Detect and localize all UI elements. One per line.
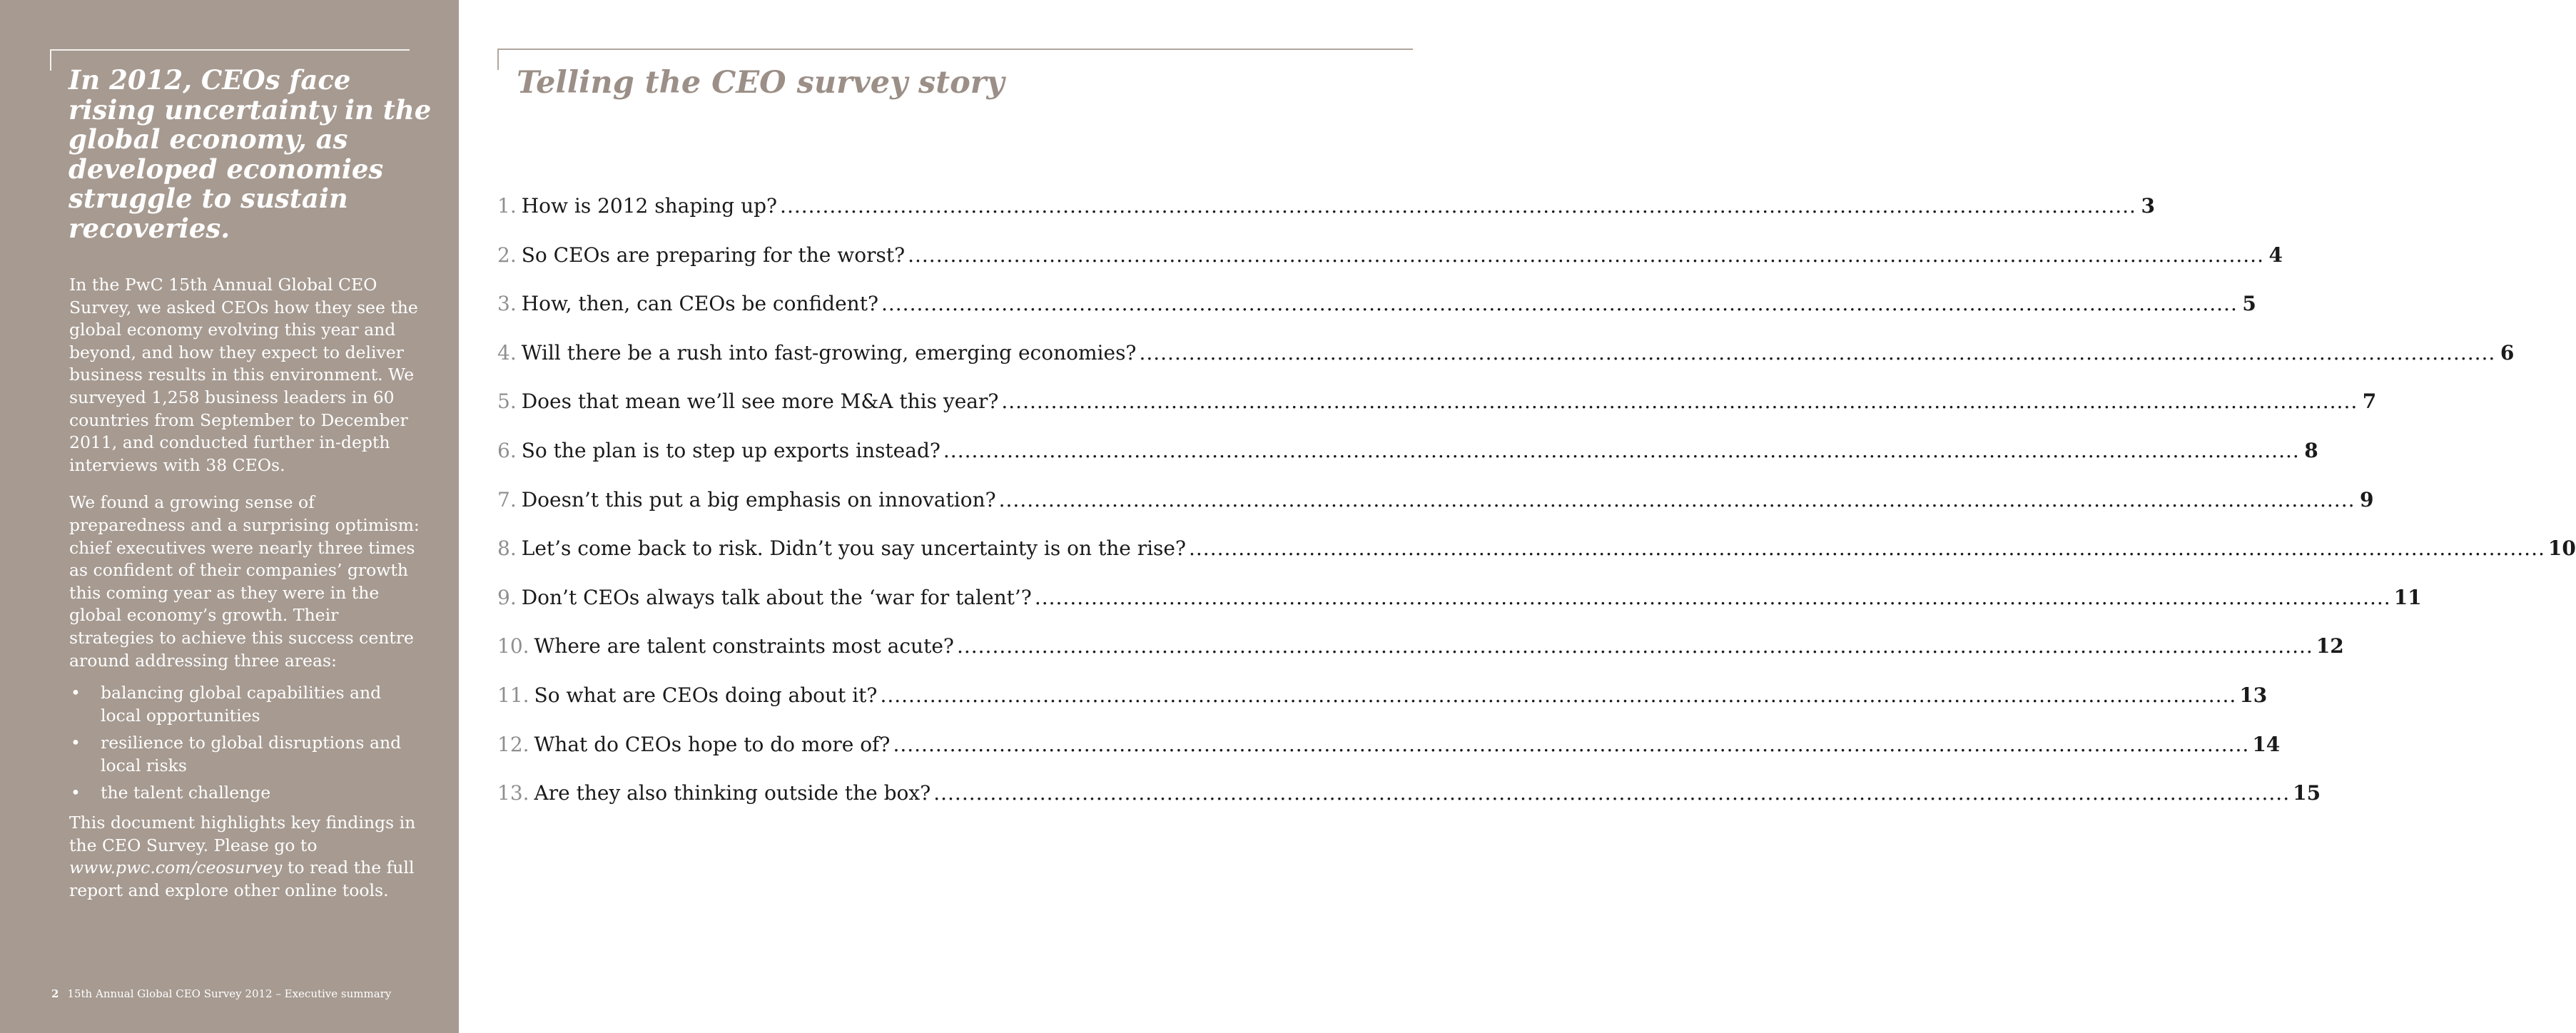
focus-areas-list bbox=[69, 682, 426, 805]
toc-entry[interactable] bbox=[497, 243, 2283, 292]
toc-entry[interactable] bbox=[497, 536, 2576, 586]
toc-entry-question: What do CEOs hope to do more of? bbox=[534, 732, 891, 756]
survey-website-link[interactable]: www.pwc.com/ceosurvey bbox=[69, 858, 283, 878]
toc-entry[interactable] bbox=[497, 487, 2374, 537]
main-corner-rule bbox=[497, 49, 499, 70]
toc-entry-page: 5 bbox=[2242, 292, 2256, 316]
toc-entry-question: So what are CEOs doing about it? bbox=[534, 683, 878, 707]
toc-entry-number: 4. bbox=[497, 340, 517, 365]
toc-entry-number: 5. bbox=[497, 390, 517, 414]
dot-leader: ................................................................................................................................................................................................ bbox=[1139, 340, 2496, 365]
bullet-icon: • bbox=[71, 683, 81, 703]
list-item: • balancing global capabilities and local opportunities bbox=[71, 683, 382, 726]
toc-entry[interactable] bbox=[497, 438, 2318, 488]
toc-entry-page: 11 bbox=[2393, 585, 2422, 609]
toc-entry-page: 8 bbox=[2304, 438, 2318, 462]
dot-leader: ................................................................................................................................................................................................ bbox=[780, 194, 2136, 218]
toc-entry-number: 10. bbox=[497, 634, 529, 658]
dot-leader: ................................................................................................................................................................................................ bbox=[956, 634, 2313, 658]
toc-entry[interactable] bbox=[497, 194, 2155, 243]
toc-entry-page: 9 bbox=[2360, 487, 2374, 512]
toc-entry[interactable] bbox=[497, 390, 2377, 439]
dot-leader: ................................................................................................................................................................................................ bbox=[943, 438, 2300, 462]
footer-page-number: 2 bbox=[51, 987, 59, 1000]
sidebar-corner-rule bbox=[50, 49, 51, 71]
toc-entry-question: Let’s come back to risk. Didn’t you say uncertainty is on the rise? bbox=[521, 536, 1186, 561]
list-item: • resilience to global disruptions and local risks bbox=[71, 733, 402, 775]
page-footer bbox=[51, 987, 391, 1000]
dot-leader: ................................................................................................................................................................................................ bbox=[880, 683, 2237, 707]
dot-leader: ................................................................................................................................................................................................ bbox=[881, 292, 2238, 316]
toc-entry-question: Are they also thinking outside the box? bbox=[534, 781, 931, 805]
toc-entry-page: 14 bbox=[2252, 732, 2281, 756]
toc-entry-page: 15 bbox=[2293, 781, 2321, 805]
page-title: Telling the CEO survey story bbox=[517, 65, 1005, 101]
dot-leader: ................................................................................................................................................................................................ bbox=[893, 732, 2250, 756]
toc-entry-question: How, then, can CEOs be confident? bbox=[521, 292, 878, 316]
table-of-contents bbox=[497, 194, 2576, 830]
toc-entry[interactable] bbox=[497, 340, 2515, 390]
closing-paragraph: This document highlights key findings in the CEO Survey. Please go to www.pwc.com/ceosurvey to read the full report and explore other online tools. bbox=[69, 813, 416, 900]
toc-entry[interactable] bbox=[497, 781, 2321, 830]
toc-entry[interactable] bbox=[497, 732, 2281, 782]
toc-entry-question: So the plan is to step up exports instead? bbox=[521, 438, 940, 462]
footer-title: 15th Annual Global CEO Survey 2012 – Executive summary bbox=[67, 987, 392, 1000]
dot-leader: ................................................................................................................................................................................................ bbox=[1034, 585, 2391, 609]
toc-entry-question: How is 2012 shaping up? bbox=[521, 194, 778, 218]
toc-entry-page: 10 bbox=[2547, 536, 2576, 561]
findings-paragraph: We found a growing sense of preparedness and a surprising optimism: chief executives were nearly three times as confident of their companies’ growth this coming year as they were in the global economy’s growth. Their strategies to achieve this success centre around addressing three areas: bbox=[69, 492, 420, 671]
toc-entry-question: Will there be a rush into fast-growing, emerging economies? bbox=[521, 340, 1137, 365]
toc-entry-page: 3 bbox=[2141, 194, 2155, 218]
toc-entry-page: 13 bbox=[2239, 683, 2268, 707]
dot-leader: ................................................................................................................................................................................................ bbox=[908, 243, 2264, 267]
toc-entry-page: 12 bbox=[2316, 634, 2344, 658]
toc-entry[interactable] bbox=[497, 585, 2422, 635]
dot-leader: ................................................................................................................................................................................................ bbox=[933, 781, 2291, 805]
toc-entry-number: 6. bbox=[497, 438, 517, 462]
toc-entry[interactable] bbox=[497, 292, 2256, 341]
toc-entry-page: 7 bbox=[2362, 390, 2377, 414]
toc-entry[interactable] bbox=[497, 634, 2344, 683]
sidebar-body bbox=[69, 274, 426, 902]
toc-entry-page: 6 bbox=[2500, 340, 2515, 365]
toc-entry-question: Where are talent constraints most acute? bbox=[534, 634, 954, 658]
intro-sidebar bbox=[0, 0, 459, 1033]
toc-entry-question: Don’t CEOs always talk about the ‘war for talent’? bbox=[521, 585, 1032, 609]
sidebar-top-rule bbox=[50, 49, 410, 51]
toc-entry-number: 2. bbox=[497, 243, 517, 267]
toc-entry-number: 3. bbox=[497, 292, 517, 316]
dot-leader: ................................................................................................................................................................................................ bbox=[998, 487, 2356, 512]
list-item: • the talent challenge bbox=[69, 782, 426, 805]
toc-entry-number: 9. bbox=[497, 585, 517, 609]
toc-entry-number: 8. bbox=[497, 536, 517, 561]
toc-entry-number: 11. bbox=[497, 683, 529, 707]
toc-entry-question: Does that mean we’ll see more M&A this year? bbox=[521, 390, 999, 414]
toc-entry-question: So CEOs are preparing for the worst? bbox=[521, 243, 906, 267]
toc-entry-number: 1. bbox=[497, 194, 517, 218]
bullet-icon: • bbox=[71, 733, 81, 753]
toc-entry[interactable] bbox=[497, 683, 2268, 733]
sidebar-heading: In 2012, CEOs face rising uncertainty in the global economy, as developed economies struggle to sustain recoveries. bbox=[69, 64, 432, 244]
dot-leader: ................................................................................................................................................................................................ bbox=[1001, 390, 2358, 414]
main-top-rule bbox=[497, 49, 1413, 50]
bullet-icon: • bbox=[71, 783, 81, 803]
toc-entry-page: 4 bbox=[2268, 243, 2283, 267]
toc-entry-number: 13. bbox=[497, 781, 529, 805]
dot-leader: ................................................................................................................................................................................................ bbox=[1189, 536, 2545, 561]
toc-entry-number: 12. bbox=[497, 732, 529, 756]
intro-paragraph: In the PwC 15th Annual Global CEO Survey, we asked CEOs how they see the global economy evolving this year and beyond, and how they expect to deliver business results in this environment. We surveyed 1,258 business leaders in 60 countries from September to December 2011, and conducted further in-depth interviews with 38 CEOs. bbox=[69, 275, 418, 475]
toc-entry-number: 7. bbox=[497, 487, 517, 512]
toc-entry-question: Doesn’t this put a big emphasis on innovation? bbox=[521, 487, 996, 512]
